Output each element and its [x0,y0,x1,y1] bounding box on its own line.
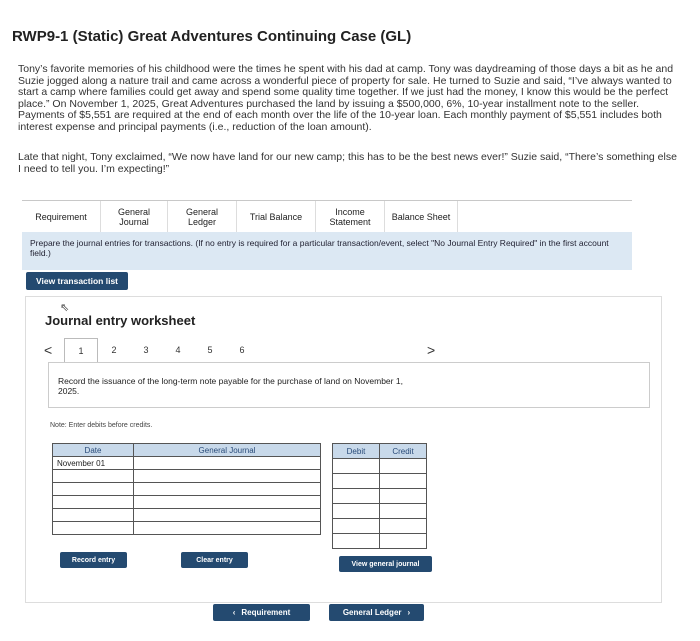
cursor-icon: ⇖ [60,302,70,314]
table-row [333,459,427,474]
clear-entry-button[interactable]: Clear entry [181,552,248,568]
account-input[interactable] [134,483,321,496]
page-3[interactable]: 3 [143,345,149,355]
page-1[interactable]: 1 [64,338,98,363]
chevron-left-icon[interactable]: < [44,342,53,358]
chevron-right-icon[interactable]: > [427,342,436,358]
amount-table [332,443,427,549]
general-ledger-nav-button[interactable] [329,604,424,621]
requirement-nav-button[interactable] [213,604,310,621]
debit-input[interactable] [333,489,380,504]
table-row [53,496,321,509]
entry-description: Record the issuance of the long-term note payable for the purchase of land on November 1, 2025. [58,376,403,396]
table-row [333,489,427,504]
date-cell[interactable] [53,509,134,522]
credit-input[interactable] [380,519,427,534]
debit-input[interactable] [333,474,380,489]
table-row [333,534,427,549]
page-5[interactable]: 5 [207,345,213,355]
account-input[interactable] [134,522,321,535]
table-row [333,504,427,519]
instructions: Prepare the journal entries for transactions. (If no entry is required for a particular transaction/event, select "No Journal Entry Required" in the first account field.) [30,238,609,258]
credit-input[interactable] [380,534,427,549]
debit-input[interactable] [333,519,380,534]
general-ledger-nav-label: General Ledger [342,608,402,617]
date-cell[interactable] [53,522,134,535]
entry-note: Note: Enter debits before credits. [50,422,153,429]
tab-general-ledger[interactable]: General Ledger [168,201,237,233]
requirement-tabs [22,200,632,234]
worksheet-pager [44,338,444,362]
date-cell[interactable]: November 01 [53,457,134,470]
debit-input[interactable] [333,459,380,474]
table-header-row [333,444,427,459]
debit-input[interactable] [333,534,380,549]
table-row [333,474,427,489]
credit-input[interactable] [380,459,427,474]
page-6[interactable]: 6 [239,345,245,355]
requirement-nav-label: Requirement [241,608,291,617]
credit-input[interactable] [380,489,427,504]
col-credit: Credit [380,444,427,459]
date-cell[interactable] [53,483,134,496]
worksheet-title: Journal entry worksheet [45,313,196,328]
story-paragraph-1: Tony’s favorite memories of his childhood were the times he spent with his dad at camp. Tony was daydreaming of those days a bit as he and Suzie jogged along a nature trail and came across a wonderful piece of property for sale. He turned to Suzie and said, “I’ve always wanted to start a camp where families could get away and spend some quality time together. If we just had the money, I know this would be the perfect place.” On November 1, 2025, Great Adventures purchased the land by issuing a $500,000, 6%, 10-year installment note to the seller. Payments of $5,551 are required at the end of each month over the life of the 10-year loan. Each monthly payment of $5,551 includes both interest expense and principal payments (i.e., reduction of the loan amount). [18,63,674,133]
tab-balance-sheet[interactable]: Balance Sheet [385,201,458,233]
date-cell[interactable] [53,496,134,509]
col-debit: Debit [333,444,380,459]
view-transaction-list-button[interactable]: View transaction list [26,272,128,290]
story-paragraph-2: Late that night, Tony exclaimed, “We now have land for our new camp; this has to be the best news ever!” Suzie said, “There’s something else I need to tell you. I’m expecting!” [18,151,677,175]
tab-trial-balance[interactable]: Trial Balance [237,201,316,233]
page-title: RWP9-1 (Static) Great Adventures Continuing Case (GL) [12,28,412,45]
table-row [53,457,321,470]
view-general-journal-button[interactable]: View general journal [339,556,432,572]
page-2[interactable]: 2 [111,345,117,355]
chevron-left-icon: ‹ [232,608,236,617]
table-header-row [53,444,321,457]
account-input[interactable] [134,470,321,483]
record-entry-button[interactable]: Record entry [60,552,127,568]
table-row [53,470,321,483]
chevron-right-icon: › [407,608,411,617]
tab-general-journal[interactable]: General Journal [101,201,168,233]
table-row [53,509,321,522]
account-input[interactable] [134,509,321,522]
date-cell[interactable] [53,470,134,483]
page-4[interactable]: 4 [175,345,181,355]
tab-requirement[interactable]: Requirement [22,201,101,233]
table-row [53,522,321,535]
table-row [53,483,321,496]
col-general-journal: General Journal [134,444,321,457]
account-input[interactable] [134,457,321,470]
col-date: Date [53,444,134,457]
tab-income-statement[interactable]: Income Statement [316,201,385,233]
table-row [333,519,427,534]
credit-input[interactable] [380,504,427,519]
credit-input[interactable] [380,474,427,489]
debit-input[interactable] [333,504,380,519]
account-input[interactable] [134,496,321,509]
